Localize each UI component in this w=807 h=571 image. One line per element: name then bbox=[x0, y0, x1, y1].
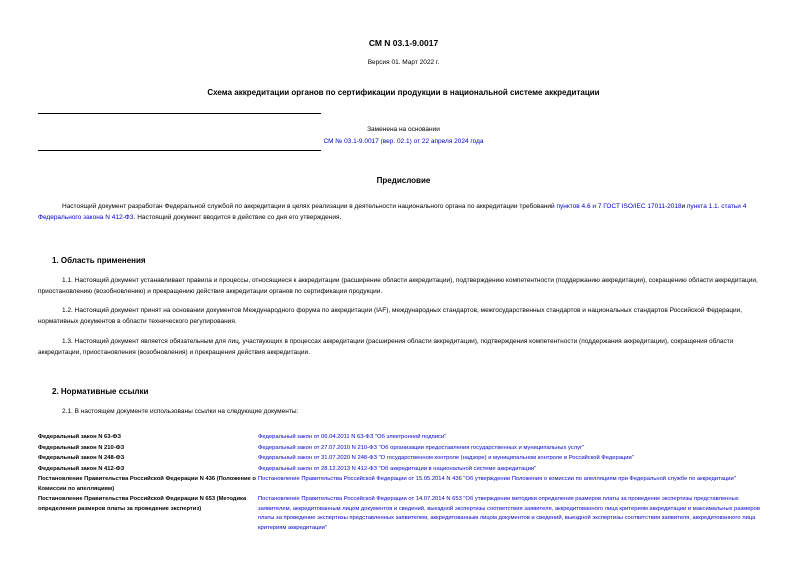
document-title: Схема аккредитации органов по сертификации продукции в национальной системе аккредитации bbox=[207, 88, 600, 97]
section2-heading: 2. Нормативные ссылки bbox=[52, 387, 149, 396]
reference-row bbox=[38, 433, 770, 444]
reference-link[interactable]: Федеральный закон от 27.07.2010 N 210-ФЗ "Об организации предоставления государственных и муниципальных услуг" bbox=[258, 444, 585, 451]
reference-row bbox=[38, 454, 770, 465]
section2-intro: 2.1. В настоящем документе использованы ссылки на следующие документы: bbox=[62, 408, 299, 415]
preface-text-mid: и bbox=[681, 203, 688, 210]
section1-paragraph-3: 1.3. Настоящий документ является обязательным для лиц, участвующих в процессах аккредитации (расширения области аккредитации), подтверждения компетентности (поддержания аккредитации), сокращения области аккредитации, приостановления (возобновления) и прекращения действия аккредитации. bbox=[38, 338, 734, 356]
reference-link-cell bbox=[258, 465, 770, 476]
reference-link[interactable]: Постановление Правительства Российской Федерации от 15.05.2014 N 436 "Об утверждении Положения о комиссии по апелляциям при Федеральной службе по аккредитации" bbox=[258, 476, 736, 482]
references-table bbox=[38, 433, 770, 534]
replaced-by-link[interactable]: СМ № 03.1-9.0017 (вер. 02.1) от 22 апреля 2024 года bbox=[323, 138, 484, 145]
reference-link[interactable]: Федеральный закон от 06.04.2011 N 63-ФЗ "Об электронной подписи" bbox=[258, 434, 447, 440]
reference-link-cell bbox=[258, 433, 770, 444]
document-version: Версия 01. Март 2022 г. bbox=[367, 59, 440, 66]
replaced-label: Заменена на основании bbox=[367, 126, 440, 133]
divider-top bbox=[38, 113, 321, 114]
preface-heading: Предисловие bbox=[376, 176, 431, 185]
divider-bottom bbox=[38, 150, 321, 151]
preface-paragraph bbox=[38, 202, 770, 223]
reference-link[interactable]: Федеральный закон от 28.12.2013 N 412-ФЗ "Об аккредитации в национальной системе аккредитации" bbox=[258, 465, 537, 472]
reference-row bbox=[38, 475, 770, 495]
reference-row bbox=[38, 444, 770, 455]
reference-name: Федеральный закон N 63-ФЗ bbox=[38, 434, 121, 440]
reference-name: Федеральный закон N 412-ФЗ bbox=[38, 465, 125, 472]
section1-paragraph-1: 1.1. Настоящий документ устанавливает правила и процессы, относящиеся к аккредитации (расширение области аккредитации), подтверждению компетентности (поддержанию аккредитации), сокращению области аккредитации, приостановлению (возобновлению) и прекращению действия аккредитации органов по сертификации продукции. bbox=[38, 277, 758, 295]
reference-name: Федеральный закон N 248-ФЗ bbox=[38, 455, 125, 461]
reference-link-cell bbox=[258, 454, 770, 465]
document-code: СМ N 03.1-9.0017 bbox=[368, 38, 439, 48]
law-412-link[interactable]: пункта 1.1. статьи 4 Федерального закона N 412-ФЗ bbox=[38, 203, 747, 221]
reference-link[interactable]: Постановление Правительства Российской Федерации от 14.07.2014 N 653 "Об утверждении методики определения размеров платы за проведение экспертизы представленных заявителем, аккредитованным лицом документов и сведений, выездной экспертизы соответствия заявителя, аккредитованного лица критериям аккредитации и максимальных размеров платы за проведение экспертизы представленных заявителем, аккредитованным лицом документов и сведений, выездной экспертизы соответствия заявителя, аккредитованного лица критериям аккредитации" bbox=[258, 496, 760, 531]
reference-name: Постановление Правительства Российской Федерации N 653 (Методика определения размеров платы за проведение экспертиз) bbox=[38, 496, 247, 512]
replaced-link-row bbox=[0, 138, 807, 145]
preface-text-start: Настоящий документ разработан Федеральной службой по аккредитации в целях реализации в деятельности национального органа по аккредитации требований bbox=[62, 203, 557, 210]
reference-link-cell bbox=[258, 475, 770, 495]
reference-link-cell bbox=[258, 495, 770, 534]
gost-link[interactable]: пунктов 4.6 и 7 ГОСТ ISO/IEC 17011-2018 bbox=[556, 203, 682, 210]
reference-name: Постановление Правительства Российской Федерации N 436 (Положение о Комиссии по апелляциям) bbox=[38, 476, 256, 492]
reference-link-cell bbox=[258, 444, 770, 455]
section1-paragraph-2: 1.2. Настоящий документ принят на основании документов Международного форума по аккредитации (IAF), международных стандартов, межгосударственных стандартов и национальных стандартов Российской Федерации, нормативных документов в области технического регулирования. bbox=[38, 307, 743, 325]
reference-row bbox=[38, 465, 770, 476]
reference-name: Федеральный закон N 210-ФЗ bbox=[38, 444, 125, 451]
preface-text-end: . Настоящий документ вводится в действие со дня его утверждения. bbox=[133, 213, 342, 221]
reference-row bbox=[38, 495, 770, 534]
section1-heading: 1. Область применения bbox=[52, 256, 146, 265]
reference-link[interactable]: Федеральный закон от 31.07.2020 N 248-ФЗ "О государственном контроле (надзоре) и муниципальном контроле в Российской Федерации" bbox=[258, 455, 634, 461]
